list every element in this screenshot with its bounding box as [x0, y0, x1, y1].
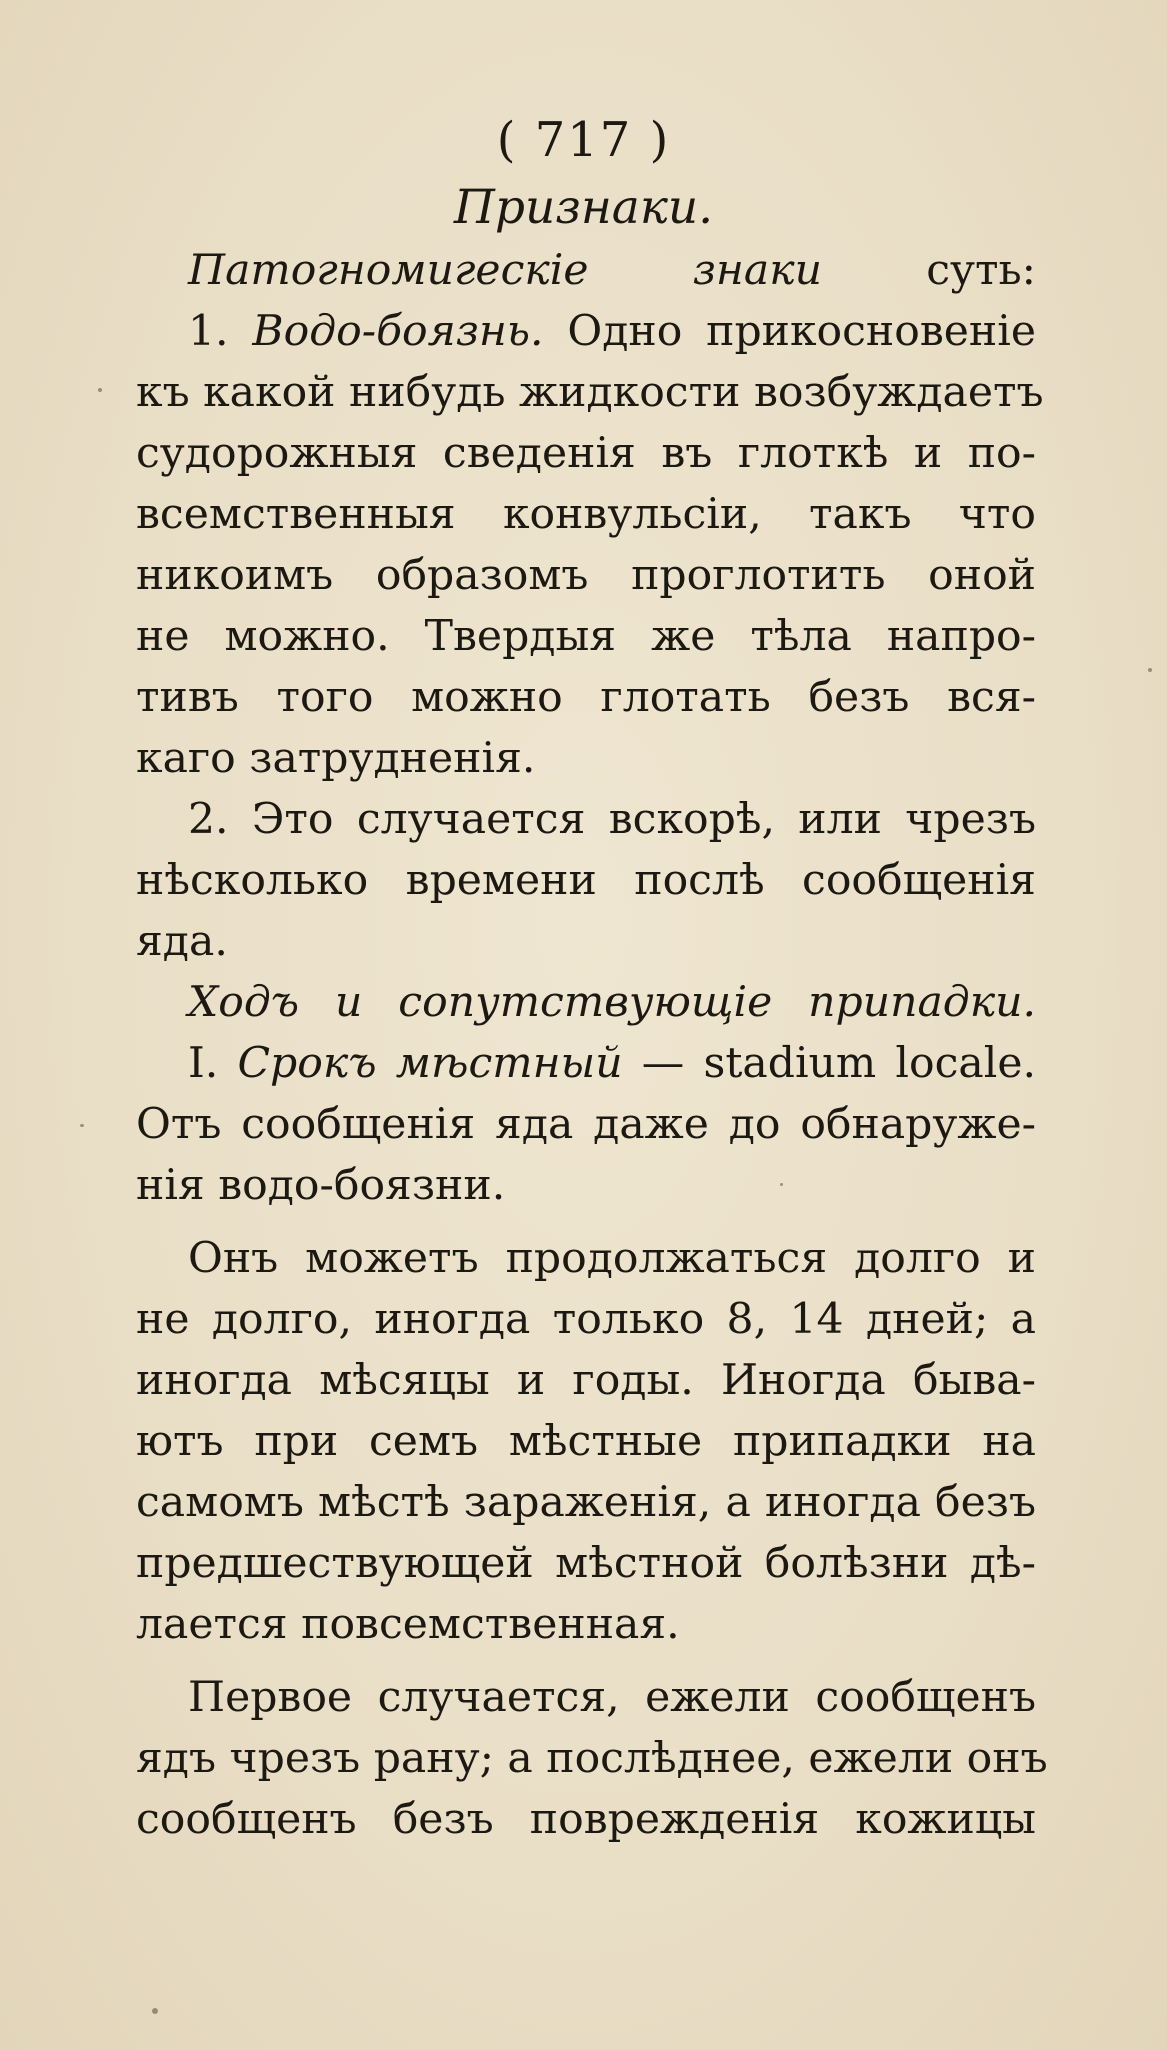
- text-line: лается повсемственная.: [136, 1600, 680, 1649]
- text-line: самомъ мѣстѣ зараженія, а иногда безъ: [136, 1478, 1036, 1527]
- text-line: тивъ того можно глотать безъ вся-: [136, 673, 1036, 722]
- text-line: каго затрудненія.: [136, 734, 536, 783]
- paper-speck: [152, 2008, 158, 2014]
- text-fragment: суть:: [926, 246, 1036, 295]
- text-line: [136, 240, 1036, 301]
- body-text: [136, 240, 1048, 1850]
- text-line: ютъ при семъ мѣстные припадки на: [136, 1417, 1036, 1466]
- text-line: [136, 301, 1036, 362]
- section-heading: Признаки.: [453, 180, 714, 235]
- text-line: Первое случается, ежели сообщенъ: [188, 1673, 1036, 1722]
- list-number: I.: [188, 1039, 219, 1088]
- italic-term: Патогномигескіе знаки: [188, 246, 822, 295]
- italic-term: Срокъ мѣстный: [237, 1039, 623, 1088]
- text-line: яда.: [136, 917, 228, 966]
- text-line: сообщенъ безъ поврежденія кожицы: [136, 1795, 1036, 1844]
- paper-speck: [80, 1124, 84, 1127]
- text-fragment: Одно прикосновеніе: [567, 307, 1036, 356]
- text-line: всемственныя конвульсіи, такъ что: [136, 490, 1036, 539]
- text-line: не долго, иногда только 8, 14 дней; а: [136, 1295, 1036, 1344]
- text-line: предшествующей мѣстной болѣзни дѣ-: [136, 1539, 1036, 1588]
- text-line: Онъ можетъ продолжаться долго и: [188, 1234, 1036, 1283]
- subsection-heading: Ходъ и сопутствующіе припадки.: [188, 978, 1036, 1027]
- list-number: 1.: [188, 307, 229, 356]
- text-line: иногда мѣсяцы и годы. Иногда быва-: [136, 1356, 1036, 1405]
- text-line: не можно. Твердыя же тѣла напро-: [136, 612, 1036, 661]
- text-line: [136, 1033, 1036, 1094]
- text-line: нѣсколько времени послѣ сообщенія: [136, 856, 1036, 905]
- page-number: ( 717 ): [496, 112, 671, 168]
- text-line: Отъ сообщенія яда даже до обнаруже-: [136, 1100, 1036, 1149]
- paper-speck: [1148, 668, 1152, 672]
- text-line: нія водо-боязни.: [136, 1161, 506, 1210]
- paper-speck: [780, 1183, 783, 1186]
- text-line: судорожныя сведенія въ глоткѣ и по-: [136, 429, 1036, 478]
- paper-speck: [98, 388, 102, 392]
- text-line: никоимъ образомъ проглотить оной: [136, 551, 1036, 600]
- italic-term: Водо-боязнь.: [252, 307, 544, 356]
- text-line: ядъ чрезъ рану; а послѣднее, ежели онъ: [136, 1734, 1048, 1783]
- text-fragment: — stadium locale.: [641, 1039, 1036, 1088]
- text-line: къ какой нибудь жидкости возбуждаетъ: [136, 368, 1044, 417]
- text-line: 2. Это случается вскорѣ, или чрезъ: [188, 795, 1036, 844]
